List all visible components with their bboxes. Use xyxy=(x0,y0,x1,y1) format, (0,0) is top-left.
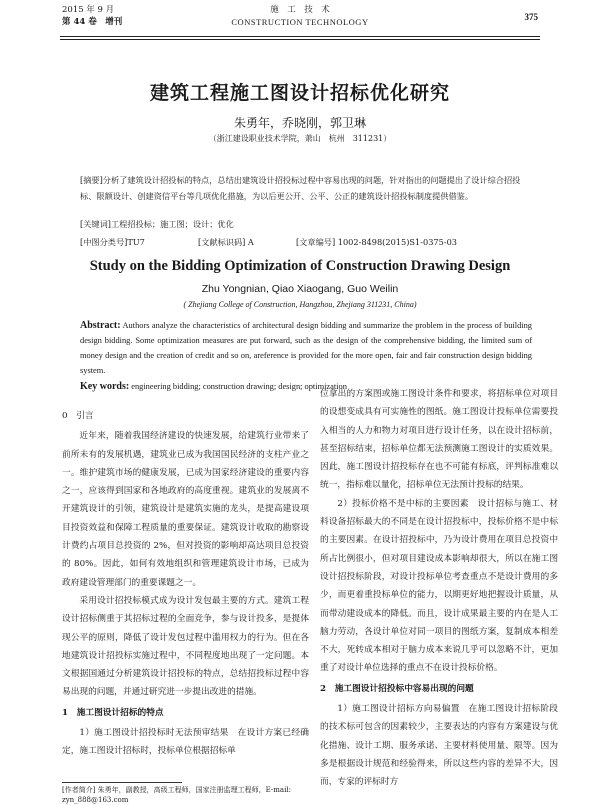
body-column-right xyxy=(320,385,558,795)
journal-name-en: CONSTRUCTION TECHNOLOGY xyxy=(231,17,369,27)
journal-name-cn: 施 工 技 术 xyxy=(270,5,330,15)
authors-en: Zhu Yongnian, Qiao Xiaogang, Guo Weilin xyxy=(201,283,399,295)
body-column-left xyxy=(62,405,309,790)
abstract-cn: [摘要]分析了建筑设计招投标的特点，总结出建筑设计招投标过程中容易出现的问题，针对指出的问题提出了设计综合招投标、限额设计、创建资信平台等几项优化措施，为以后更公开、公平、公正的建筑设计招投标制度提供借鉴。 xyxy=(80,175,521,201)
abstract-en xyxy=(80,318,532,378)
section-0-heading: 0 引言 xyxy=(62,411,94,421)
keywords-cn: [关键词]工程招投标；施工图；设计；优化 xyxy=(80,219,234,229)
header-rule-thin xyxy=(60,39,540,40)
paragraph: 1）施工图设计招标方向易偏置 在施工图设计招标阶段的技术标可包含的因素较少，主要表达的内容有方案建设与优化措施、设计工期、服务承诺、主要材料使用量、限等。因为多是根据设计规范和经验得来，所以这些内容的差异不大，因而，专家的评标时方 xyxy=(320,704,558,788)
paragraph: 位拿出的方案图或施工图设计条件和要求，将招标单位对项目的设想变成具有可实施性的图纸。施工图设计投标单位需要投入相当的人力和物力对项目进行设计任务，以在设计招标前，甚至招标结束，招标单位都无法预测施工图设计的实质效果。因此，施工图设计招投标存在也不可能有标底，评判标准难以统一，指标难以量化，招标单位无法预计投标的结果。 xyxy=(320,389,558,491)
authors-cn: 朱勇年，乔晓刚，郭卫琳 xyxy=(233,116,366,130)
paragraph: 2）投标价格不是中标的主要因素 设计招标与施工、材料设备招标最大的不同是在设计招投标中，投标价格不是中标的主要因素。在设计招投标中，乃为设计费用在项目总投资中所占比例很小，但对项目建设成本影响却很大，所以在施工图设计招投标阶段，对设计投标单位考查重点不是设计费用的多少，而更着重投标单位的能力，以期更好地把握设计质量，从而带动建设成本的降低。而且，设计成果最主要的内在是人工脑力劳动，各设计单位对同一项目的图纸方案，复制成本相差不大，死转成本相对于脑力成本来说几乎可以忽略不计，更加重了对设计单位选择的重点不在设计投标价格。 xyxy=(320,498,558,674)
abstract-en-text: Authors analyze the characteristics of architectural design bidding and summarize the problem in the process of building design bidding. Some optimization measures are put forward, such as the design of the comprehensive bidding, the limited sum of money design and the creation of credit and so on, areference is provided for the more open, fair and fair construction design bidding system. xyxy=(80,321,532,375)
page-number: 375 xyxy=(524,12,538,22)
footnote-rule xyxy=(62,782,182,783)
section-1-heading: 1 施工图设计招标的特点 xyxy=(62,707,164,718)
section-2-heading: 2 施工图设计招投标中容易出现的问题 xyxy=(320,683,474,694)
keywords-en-label: Key words: xyxy=(80,381,130,392)
paper-title-en: Study on the Bidding Optimization of Construction Drawing Design xyxy=(89,258,511,274)
abstract-en-label: Abstract: xyxy=(80,320,121,331)
paragraph: 近年来，随着我国经济建设的快速发展，给建筑行业带来了前所未有的发展机遇，建筑业已成为我国国民经济的支柱产业之一。维护建筑市场的健康发展，已成为国家经济建设的重要内容之一，应该得到国家和各地政府的高度重视。建筑业的发展离不开建筑设计的引领，建筑设计是建筑实施的龙头，是提高建设项目投资效益和保障工程质量的重要保证。建筑设计收取的勘察设计费约占项目总投资的 2%，但对投资的影响却高达项目总投资的 80%。因此，如何有效地组织和管理建筑设计市场，已成为政府建设管理部门的重要课题之一。 xyxy=(62,431,309,588)
running-header-center xyxy=(0,4,600,28)
affiliation-cn: （浙江建设职业技术学院，萧山 杭州 311231） xyxy=(208,134,392,143)
issue-date: 2015 年 9 月 xyxy=(62,5,115,15)
keywords-en-text: engineering bidding; construction drawing; design; optimization xyxy=(129,382,347,391)
class-number: [中图分类号]TU7 xyxy=(80,237,145,247)
author-footnote: [作者简介] 朱勇年，副教授，高级工程师，国家注册监理工程师，E-mail: zyn_888@163.com xyxy=(62,786,291,804)
article-number: [文章编号] 1002-8498(2015)S1-0375-03 xyxy=(296,237,458,247)
paper-title-cn: 建筑工程施工图设计招标优化研究 xyxy=(149,82,450,104)
volume-info: 第 44 卷 增刊 xyxy=(62,17,123,27)
paragraph: 采用设计招投标模式成为设计发包最主要的方式。建筑工程设计招标侧重于其招标过程的全面竞争，参与设计投多，是提体现公平的原则，降低了设计发包过程中滥用权力的行为。但在各地建筑设计招投标实施过程中，不同程度地出现了一定问题。本文根据国通过分析建筑设计招投标的特点，总结招投标过程中容易出现的问题，并通过研究进一步提出改进的措施。 xyxy=(62,595,309,698)
document-code: [文献标识码] A xyxy=(198,237,254,247)
affiliation-en: ( Zhejiang College of Construction, Hangzhou, Zhejiang 311231, China) xyxy=(183,300,417,309)
header-rule-thick xyxy=(60,36,540,37)
paragraph: 1）施工图设计招投标时无法预审结果 在设计方案已经确定，施工图设计招标时，投标单位根据招标单 xyxy=(62,728,309,757)
